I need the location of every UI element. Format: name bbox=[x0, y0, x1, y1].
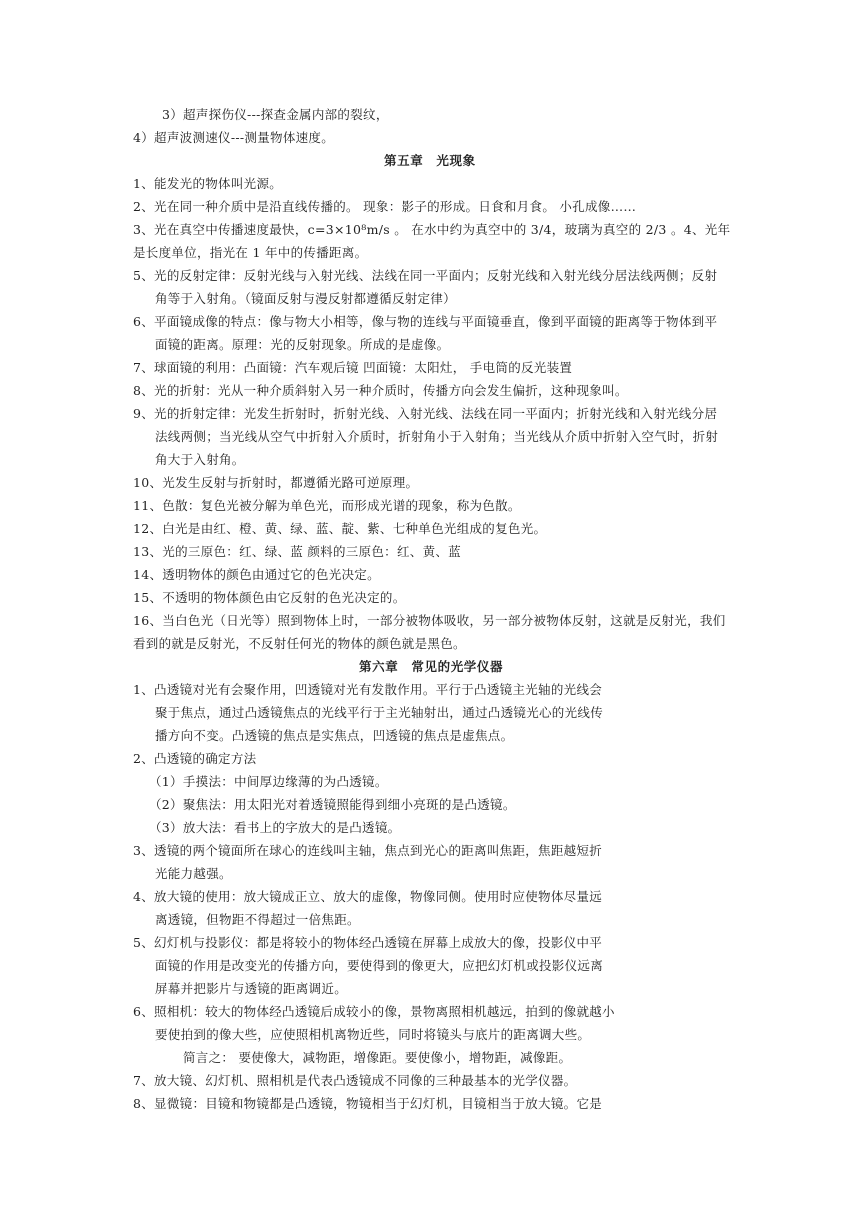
text-line: 8、光的折射：光从一种介质斜射入另一种介质时，传播方向会发生偏折，这种现象叫。 bbox=[133, 383, 628, 398]
text-line: 角等于入射角。（镜面反射与漫反射都遵循反射定律） bbox=[155, 291, 456, 306]
text-line: 1、凸透镜对光有会聚作用，凹透镜对光有发散作用。平行于凸透镜主光轴的光线会 bbox=[133, 682, 603, 697]
text-line: 12、白光是由红、橙、黄、绿、蓝、靛、紫、七种单色光组成的复色光。 bbox=[133, 521, 547, 536]
text-line: 7、球面镜的利用：凸面镜：汽车观后镜 凹面镜：太阳灶， 手电筒的反光装置 bbox=[133, 360, 573, 375]
text-line: 3）超声探伤仪---探查金属内部的裂纹， bbox=[162, 107, 389, 122]
text-line: 3、光在真空中传播速度最快，c=3×10⁸m/s 。 在水中约为真空中的 3/4，玻璃为真空的 2/3 。4、光年 bbox=[133, 222, 731, 237]
text-line: 1、能发光的物体叫光源。 bbox=[133, 176, 283, 191]
text-line: 2、凸透镜的确定方法 bbox=[133, 751, 257, 766]
chapter-heading: 第六章 常见的光学仪器 bbox=[359, 659, 504, 674]
text-line: 5、幻灯机与投影仪：都是将较小的物体经凸透镜在屏幕上成放大的像，投影仪中平 bbox=[133, 935, 603, 950]
text-line: 光能力越强。 bbox=[155, 866, 232, 881]
text-line: （2）聚焦法：用太阳光对着透镜照能得到细小亮斑的是凸透镜。 bbox=[149, 797, 516, 812]
text-line: 面镜的距离。原理：光的反射现象。所成的是虚像。 bbox=[155, 337, 450, 352]
text-line: 角大于入射角。 bbox=[155, 452, 245, 467]
text-line: 是长度单位，指光在 1 年中的传播距离。 bbox=[133, 245, 368, 260]
text-line: 11、色散：复色光被分解为单色光，而形成光谱的现象，称为色散。 bbox=[133, 498, 521, 513]
text-line: （3）放大法：看书上的字放大的是凸透镜。 bbox=[149, 820, 401, 835]
text-line: 10、光发生反射与折射时，都遵循光路可逆原理。 bbox=[133, 475, 419, 490]
text-line: 7、放大镜、幻灯机、照相机是代表凸透镜成不同像的三种最基本的光学仪器。 bbox=[133, 1073, 577, 1088]
text-line: 13、光的三原色：红、绿、蓝 颜料的三原色：红、黄、蓝 bbox=[133, 544, 461, 559]
text-line: 要使拍到的像大些，应使照相机离物近些，同时将镜头与底片的距离调大些。 bbox=[155, 1027, 591, 1042]
text-line: 3、透镜的两个镜面所在球心的连线叫主轴，焦点到光心的距离叫焦距，焦距越短折 bbox=[133, 843, 603, 858]
text-line: 法线两侧；当光线从空气中折射入介质时，折射角小于入射角；当光线从介质中折射入空气时，折射 bbox=[155, 429, 719, 444]
text-line: 14、透明物体的颜色由通过它的色光决定。 bbox=[133, 567, 380, 582]
text-line: 16、当白色光（日光等）照到物体上时，一部分被物体吸收，另一部分被物体反射，这就是反射光，我们 bbox=[133, 613, 726, 628]
text-line: 简言之： 要使像大，减物距，增像距。要使像小，增物距，减像距。 bbox=[183, 1050, 572, 1065]
text-line: （1）手摸法：中间厚边缘薄的为凸透镜。 bbox=[149, 774, 388, 789]
text-line: 离透镜，但物距不得超过一倍焦距。 bbox=[155, 912, 360, 927]
text-line: 2、光在同一种介质中是沿直线传播的。 现象：影子的形成。日食和月食。 小孔成像…… bbox=[133, 199, 637, 214]
text-line: 6、平面镜成像的特点：像与物大小相等，像与物的连线与平面镜垂直，像到平面镜的距离等于物体到平 bbox=[133, 314, 718, 329]
text-line: 6、照相机：较大的物体经凸透镜后成较小的像，景物离照相机越远，拍到的像就越小 bbox=[133, 1004, 615, 1019]
text-line: 4、放大镜的使用：放大镜成正立、放大的虚像，物像同侧。使用时应使物体尽量远 bbox=[133, 889, 603, 904]
text-line: 4）超声波测速仪---测量物体速度。 bbox=[133, 130, 335, 145]
text-line: 屏幕并把影片与透镜的距离调近。 bbox=[155, 981, 348, 996]
text-line: 看到的就是反射光，不反射任何光的物体的颜色就是黑色。 bbox=[133, 636, 466, 651]
text-line: 15、不透明的物体颜色由它反射的色光决定的。 bbox=[133, 590, 406, 605]
text-line: 8、显微镜：目镜和物镜都是凸透镜，物镜相当于幻灯机，目镜相当于放大镜。它是 bbox=[133, 1096, 603, 1111]
text-line: 9、光的折射定律：光发生折射时，折射光线、入射光线、法线在同一平面内；折射光线和入射光线分居 bbox=[133, 406, 718, 421]
text-line: 播方向不变。凸透镜的焦点是实焦点，凹透镜的焦点是虚焦点。 bbox=[155, 728, 514, 743]
text-line: 面镜的作用是改变光的传播方向，要使得到的像更大，应把幻灯机或投影仪远离 bbox=[155, 958, 604, 973]
text-line: 5、光的反射定律：反射光线与入射光线、法线在同一平面内；反射光线和入射光线分居法线两侧；反射 bbox=[133, 268, 718, 283]
text-line: 聚于焦点，通过凸透镜焦点的光线平行于主光轴射出，通过凸透镜光心的光线传 bbox=[155, 705, 604, 720]
chapter-heading: 第五章 光现象 bbox=[384, 153, 476, 168]
